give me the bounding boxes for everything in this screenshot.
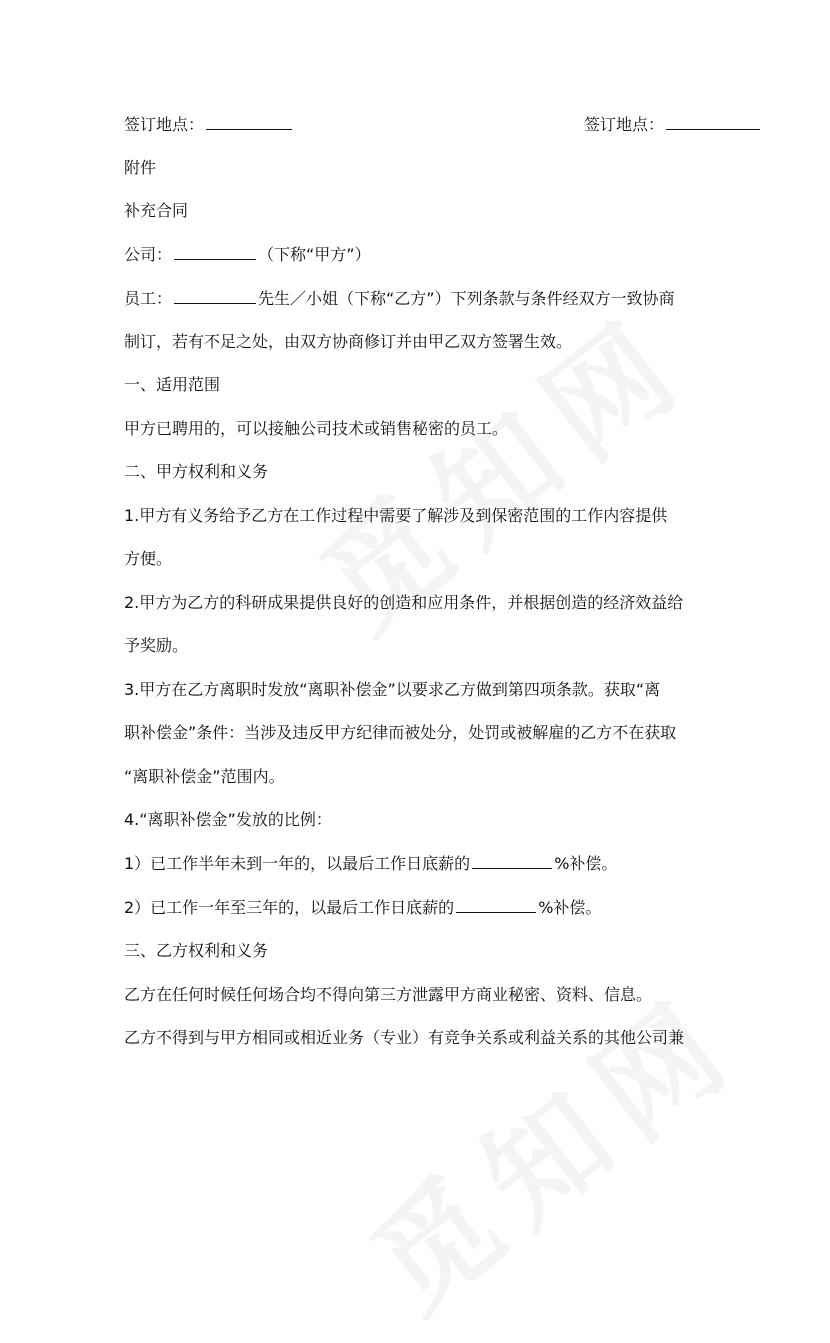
clause-line: 方便。 xyxy=(124,549,173,568)
compensation-rate-blank xyxy=(472,854,552,869)
signing-place-blank-left xyxy=(206,115,292,130)
section-heading-party-b: 三、乙方权利和义务 xyxy=(124,941,269,960)
paragraph-line: 乙方在任何时候任何场合均不得向第三方泄露甲方商业秘密、资料、信息。 xyxy=(124,985,653,1004)
signing-place-label-right: 签订地点： xyxy=(584,115,665,134)
company-party-note: （下称“甲方”） xyxy=(258,245,371,264)
watermark xyxy=(332,949,769,1343)
employee-party-note: 先生／小姐（下称“乙方”）下列条款与条件经双方一致协商 xyxy=(258,289,675,308)
employee-label: 员工： xyxy=(124,289,173,308)
paragraph-line: 乙方不得到与甲方相同或相近业务（专业）有竞争关系或利益关系的其他公司兼 xyxy=(124,1028,685,1047)
signing-place-right xyxy=(584,115,762,135)
compensation-rate-blank xyxy=(456,898,536,913)
clause-line: 职补偿金”条件：当涉及违反甲方纪律而被处分，处罚或被解雇的乙方不在获取 xyxy=(124,723,677,742)
compensation-rate-line xyxy=(124,854,617,874)
compensation-rate-suffix: %补偿。 xyxy=(538,898,602,917)
compensation-rate-text: 2）已工作一年至三年的，以最后工作日底薪的 xyxy=(124,898,455,917)
clause-line: 予奖励。 xyxy=(124,636,189,655)
employee-blank xyxy=(174,289,256,304)
compensation-rate-text: 1）已工作半年未到一年的，以最后工作日底薪的 xyxy=(124,854,471,873)
clause-line: 4.“离职补偿金”发放的比例： xyxy=(124,810,332,829)
employee-line xyxy=(124,289,675,309)
compensation-rate-suffix: %补偿。 xyxy=(554,854,618,873)
clause-line: 2.甲方为乙方的科研成果提供良好的创造和应用条件，并根据创造的经济效益给 xyxy=(124,593,684,612)
signing-place-blank-right xyxy=(666,115,760,130)
paragraph-line: 甲方已聘用的，可以接触公司技术或销售秘密的员工。 xyxy=(124,419,509,438)
compensation-rate-line xyxy=(124,898,601,918)
section-heading-scope: 一、适用范围 xyxy=(124,375,221,394)
company-blank xyxy=(174,245,256,260)
signing-place-row xyxy=(124,115,744,135)
clause-line: 1.甲方有义务给予乙方在工作过程中需要了解涉及到保密范围的工作内容提供 xyxy=(124,506,668,525)
company-label: 公司： xyxy=(124,245,173,264)
paragraph-line: 制订，若有不足之处，由双方协商修订并由甲乙双方签署生效。 xyxy=(124,332,573,351)
section-heading-party-a: 二、甲方权利和义务 xyxy=(124,462,269,481)
attachment-heading: 附件 xyxy=(124,158,157,177)
clause-line: 3.甲方在乙方离职时发放“离职补偿金”以要求乙方做到第四项条款。获取“离 xyxy=(124,680,661,699)
supplementary-contract-title: 补充合同 xyxy=(124,201,189,220)
clause-line: “离职补偿金”范围内。 xyxy=(124,767,285,786)
signing-place-label-left: 签订地点： xyxy=(124,115,205,134)
company-line xyxy=(124,245,371,265)
